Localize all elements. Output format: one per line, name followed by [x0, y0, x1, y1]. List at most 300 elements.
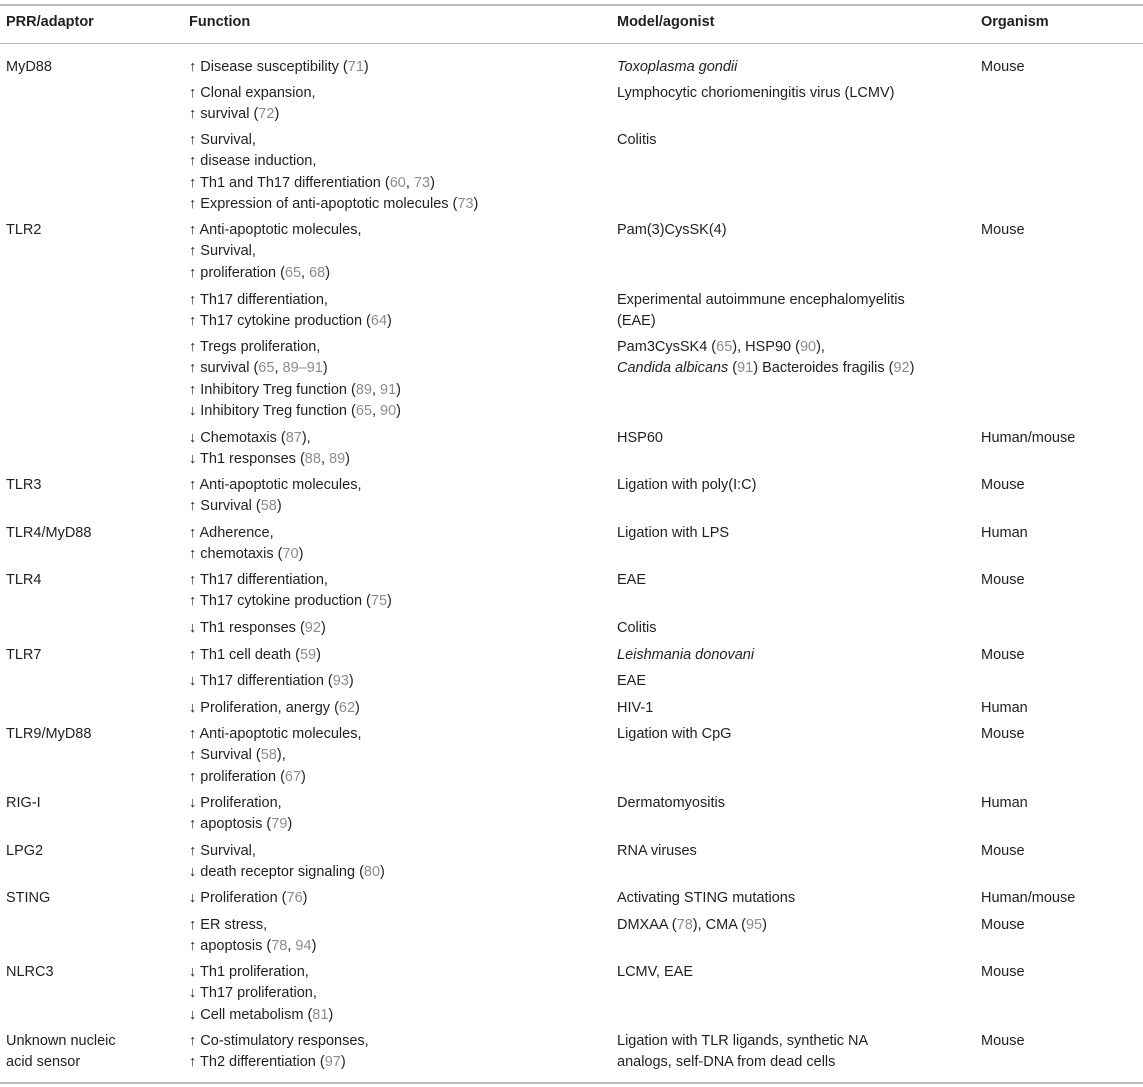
citation-ref: 90: [380, 403, 397, 420]
organism-cell: [981, 724, 1025, 745]
cell-text: ): [322, 360, 328, 377]
cell-line: [189, 130, 478, 151]
cell-text: ↑ Th17 differentiation,: [189, 572, 328, 588]
citation-ref: 71: [347, 59, 364, 75]
citation-ref: 81: [312, 1006, 329, 1023]
function-cell: [189, 698, 360, 719]
cell-line: Mouse: [981, 843, 1025, 859]
cell-line: [617, 130, 656, 151]
cell-text: Pam3CysSK4 (: [617, 339, 717, 355]
prr-adaptor-cell: [6, 570, 41, 591]
table-top-rule: [0, 4, 1143, 6]
citation-ref: 89: [329, 451, 346, 468]
cell-line: LPG2: [6, 843, 44, 859]
cell-line: [189, 814, 292, 835]
model-agonist-cell: [617, 523, 729, 544]
cell-line: Mouse: [981, 647, 1025, 663]
cell-text: Activating STING mutations: [617, 890, 796, 906]
cell-line: [189, 888, 308, 909]
cell-line: [189, 724, 361, 745]
cell-text: ,: [287, 938, 296, 955]
cell-text: ): [355, 700, 360, 716]
cell-line: MyD88: [6, 59, 52, 75]
cell-line: [617, 83, 894, 104]
citation-ref: 80: [363, 864, 381, 881]
cell-text: ): [325, 264, 331, 281]
prr-adaptor-cell: [6, 57, 52, 78]
citation-ref: 73: [457, 196, 474, 213]
italic-species-name: Candida albicans: [617, 360, 729, 377]
cell-line: [189, 1052, 369, 1073]
cell-text: ↑ Th1 cell death (: [189, 647, 300, 663]
organism-cell: [981, 645, 1025, 666]
organism-cell: [981, 475, 1025, 496]
cell-line: Mouse: [981, 964, 1025, 980]
cell-line: [617, 57, 737, 78]
cell-line: [617, 841, 697, 862]
cell-text: ↑ Survival,: [189, 243, 256, 260]
cell-text: Experimental autoimmune encephalomyelitis: [617, 292, 905, 308]
function-cell: [189, 570, 392, 613]
cell-line: [189, 380, 401, 401]
organism-cell: [981, 57, 1025, 78]
cell-text: ↑ Inhibitory Treg function (: [189, 381, 356, 398]
cell-line: [189, 220, 361, 241]
cell-text: ,: [301, 264, 310, 281]
cell-line: [189, 983, 333, 1004]
cell-line: RIG-I: [6, 795, 41, 811]
cell-text: ): [380, 864, 385, 881]
cell-line: [189, 671, 354, 692]
cell-text: ↑ Survival,: [189, 132, 256, 148]
cell-line: TLR4: [6, 572, 42, 588]
cell-line: [189, 475, 361, 496]
cell-line: [617, 523, 729, 544]
function-cell: [189, 475, 361, 518]
cell-text: ↑ Anti-apoptotic molecules,: [189, 477, 362, 493]
cell-line: [189, 151, 478, 172]
cell-line: [189, 767, 361, 788]
citation-ref: 76: [286, 890, 303, 906]
prr-adaptor-cell: [6, 724, 91, 745]
organism-cell: [981, 220, 1025, 241]
cell-text: ↑ Th1 and Th17 differentiation (: [189, 174, 390, 191]
model-agonist-cell: [617, 671, 646, 692]
cell-line: Mouse: [981, 726, 1025, 742]
citation-ref: 89: [355, 381, 372, 398]
cell-line: [189, 290, 392, 311]
cell-line: Unknown nucleic: [6, 1033, 116, 1049]
citation-ref: 97: [324, 1054, 341, 1071]
cell-line: Mouse: [981, 917, 1025, 933]
cell-text: analogs, self-DNA from dead cells: [617, 1054, 836, 1071]
cell-text: ↓ Cell metabolism (: [189, 1006, 313, 1023]
italic-species-name: Leishmania donovani: [617, 647, 755, 663]
citation-ref: 87: [285, 430, 302, 446]
cell-line: Mouse: [981, 222, 1025, 238]
cell-text: ): [396, 403, 402, 420]
model-agonist-cell: [617, 83, 894, 104]
organism-cell: [981, 915, 1025, 936]
cell-text: ): [274, 106, 280, 123]
cell-text: ) Bacteroides fragilis (: [753, 360, 894, 377]
cell-line: [617, 570, 646, 591]
cell-text: HSP60: [617, 430, 663, 446]
organism-cell: [981, 570, 1025, 591]
cell-line: [189, 962, 333, 983]
organism-cell: [981, 888, 1075, 909]
cell-line: Human/mouse: [981, 890, 1076, 906]
cell-text: ↑ Disease susceptibility (: [189, 59, 348, 75]
citation-ref: 60: [389, 174, 406, 191]
table-header-rule: [0, 43, 1143, 44]
model-agonist-cell: [617, 428, 663, 449]
header-function: Function: [189, 14, 251, 30]
function-cell: [189, 428, 350, 471]
cell-line: [617, 1052, 868, 1073]
citation-ref: 92: [893, 360, 910, 377]
function-cell: [189, 523, 303, 566]
cell-line: Human: [981, 700, 1028, 716]
citation-ref: 65: [258, 360, 275, 377]
cell-text: ↑ ER stress,: [189, 917, 268, 933]
cell-line: [617, 428, 663, 449]
citation-ref: 73: [413, 174, 431, 191]
cell-text: ↑ chemotaxis (: [189, 546, 283, 563]
citation-ref: 75: [370, 593, 388, 610]
cell-line: Mouse: [981, 59, 1025, 75]
cell-line: [617, 645, 754, 666]
cell-line: [189, 311, 392, 332]
cell-text: DMXAA (: [617, 917, 677, 933]
header-organism: Organism: [981, 14, 1049, 30]
cell-text: ↓ Proliferation,: [189, 795, 282, 811]
cell-text: ↑ Adherence,: [189, 525, 274, 541]
model-agonist-cell: [617, 130, 656, 151]
function-cell: [189, 888, 308, 909]
italic-species-name: Toxoplasma gondii: [617, 59, 738, 75]
cell-text: ),: [301, 430, 311, 446]
cell-text: ): [340, 1054, 346, 1071]
cell-line: [189, 570, 392, 591]
cell-text: HIV-1: [617, 700, 654, 716]
model-agonist-cell: [617, 888, 795, 909]
citation-ref: 72: [258, 106, 275, 123]
model-agonist-cell: [617, 962, 693, 983]
cell-text: ): [396, 381, 402, 398]
organism-cell: [981, 962, 1025, 983]
model-agonist-cell: [617, 724, 731, 745]
cell-text: ↑ Th17 cytokine production (: [189, 313, 371, 330]
prr-adaptor-cell: [6, 793, 41, 814]
citation-ref: 79: [271, 816, 288, 833]
function-cell: [189, 337, 401, 423]
cell-text: ): [387, 593, 392, 610]
function-cell: [189, 290, 392, 333]
cell-text: LCMV, EAE: [617, 964, 694, 980]
cell-text: EAE: [617, 673, 647, 689]
cell-text: ): [430, 174, 435, 191]
cell-text: Pam(3)CysSK(4): [617, 222, 727, 238]
cell-line: [189, 104, 316, 125]
citation-ref: 92: [304, 620, 321, 636]
model-agonist-cell: [617, 220, 727, 241]
function-cell: [189, 618, 326, 639]
cell-text: (: [728, 360, 738, 377]
cell-line: [617, 337, 914, 358]
cell-text: ): [473, 196, 479, 213]
cell-text: ): [387, 313, 392, 330]
organism-cell: [981, 793, 1028, 814]
cell-text: ): [276, 498, 282, 515]
model-agonist-cell: [617, 618, 656, 639]
cell-text: ): [909, 360, 915, 377]
table-bottom-rule: [0, 1082, 1143, 1084]
cell-line: [189, 745, 361, 766]
cell-text: ), HSP90 (: [732, 339, 800, 355]
function-cell: [189, 57, 369, 78]
prr-adaptor-cell: [6, 523, 91, 544]
citation-ref: 68: [309, 264, 326, 281]
cell-text: ),: [816, 339, 825, 355]
cell-text: RNA viruses: [617, 843, 697, 859]
function-cell: [189, 645, 321, 666]
citation-ref: 65: [284, 264, 302, 281]
cell-text: ↓ Proliferation, anergy (: [189, 700, 339, 716]
function-cell: [189, 671, 354, 692]
cell-text: ↑ Anti-apoptotic molecules,: [189, 222, 362, 238]
header-model-agonist: Model/agonist: [617, 14, 715, 30]
citation-ref: 67: [284, 768, 302, 785]
cell-line: [189, 496, 361, 517]
cell-line: [617, 671, 646, 692]
cell-text: ): [298, 546, 304, 563]
cell-text: ),: [276, 747, 286, 764]
cell-text: ↓ Th17 proliferation,: [189, 985, 317, 1002]
cell-text: ,: [371, 381, 381, 398]
function-cell: [189, 130, 478, 216]
cell-line: [189, 449, 350, 470]
citation-ref: 91: [380, 381, 397, 398]
cell-line: [617, 962, 693, 983]
cell-text: ): [348, 673, 354, 689]
cell-text: ↑ Anti-apoptotic molecules,: [189, 726, 362, 742]
function-cell: [189, 841, 385, 884]
cell-text: ↑ Survival (: [189, 498, 261, 515]
model-agonist-cell: [617, 793, 725, 814]
cell-line: acid sensor: [6, 1054, 81, 1071]
cell-line: [189, 618, 326, 639]
cell-line: NLRC3: [6, 964, 54, 980]
organism-cell: [981, 523, 1028, 544]
citation-ref: 95: [745, 917, 763, 933]
function-cell: [189, 915, 316, 958]
cell-text: ↑ Th2 differentiation (: [189, 1054, 325, 1071]
cell-line: [189, 698, 360, 719]
cell-text: (EAE): [617, 313, 656, 330]
cell-line: [189, 544, 303, 565]
cell-text: ,: [274, 360, 283, 377]
cell-text: ): [363, 59, 369, 75]
cell-text: ↓ Th1 proliferation,: [189, 964, 309, 980]
citation-ref: 78: [271, 938, 288, 955]
cell-text: ↑ Survival,: [189, 843, 256, 859]
cell-line: [189, 337, 401, 358]
citation-ref: 62: [338, 700, 356, 716]
function-cell: [189, 962, 333, 1026]
model-agonist-cell: [617, 475, 756, 496]
cell-line: [189, 1031, 369, 1052]
model-agonist-cell: [617, 337, 914, 380]
cell-line: [189, 263, 361, 284]
citation-ref: 89–91: [282, 360, 323, 377]
prr-adaptor-cell: [6, 475, 41, 496]
cell-text: ): [311, 938, 317, 955]
cell-text: ↑ Co-stimulatory responses,: [189, 1033, 369, 1049]
cell-text: ↑ Survival (: [189, 747, 261, 764]
cell-text: ↓ Chemotaxis (: [189, 430, 286, 446]
cell-text: Colitis: [617, 620, 657, 636]
cell-text: ↑ proliferation (: [189, 768, 285, 785]
cell-line: TLR2: [6, 222, 42, 238]
cell-line: [617, 618, 656, 639]
cell-line: [189, 401, 401, 422]
cell-text: ↑ Clonal expansion,: [189, 85, 316, 101]
citation-ref: 58: [260, 498, 277, 515]
cell-text: ↓ death receptor signaling (: [189, 864, 364, 881]
cell-text: EAE: [617, 572, 647, 588]
cell-line: TLR4/MyD88: [6, 525, 92, 541]
cell-text: ↑ Tregs proliferation,: [189, 339, 321, 355]
cell-text: ): [320, 620, 326, 636]
cell-line: [617, 793, 725, 814]
cell-text: ): [762, 917, 767, 933]
cell-line: [189, 83, 316, 104]
citation-ref: 59: [299, 647, 317, 663]
cell-line: Human: [981, 795, 1028, 811]
header-prr-adaptor: PRR/adaptor: [6, 14, 94, 30]
cell-line: [617, 290, 905, 311]
cell-line: [617, 888, 795, 909]
cell-text: ↓ Proliferation (: [189, 890, 287, 906]
function-cell: [189, 1031, 369, 1074]
cell-line: Human: [981, 525, 1028, 541]
cell-line: [617, 915, 767, 936]
cell-line: [189, 57, 369, 78]
citation-ref: 88: [304, 451, 321, 468]
cell-text: ↑ disease induction,: [189, 153, 317, 170]
cell-text: ↑ Th17 differentiation,: [189, 292, 328, 308]
model-agonist-cell: [617, 57, 737, 78]
cell-text: ↑ survival (: [189, 360, 259, 377]
model-agonist-cell: [617, 645, 754, 666]
prr-adaptor-cell: [6, 888, 50, 909]
cell-text: ↓ Inhibitory Treg function (: [189, 403, 356, 420]
citation-ref: 93: [332, 673, 349, 689]
cell-text: Dermatomyositis: [617, 795, 725, 811]
citation-ref: 58: [260, 747, 277, 764]
citation-ref: 70: [282, 546, 299, 563]
citation-ref: 65: [355, 403, 372, 420]
cell-text: ↓ Th1 responses (: [189, 620, 305, 636]
cell-text: ), CMA (: [692, 917, 746, 933]
cell-text: ↓ Th17 differentiation (: [189, 673, 333, 689]
function-cell: [189, 724, 361, 788]
cell-line: [617, 698, 653, 719]
organism-cell: [981, 698, 1028, 719]
cell-text: ): [302, 890, 308, 906]
cell-line: [617, 311, 905, 332]
cell-text: ↓ Th1 responses (: [189, 451, 305, 468]
model-agonist-cell: [617, 915, 767, 936]
cell-text: ,: [405, 174, 414, 191]
prr-adaptor-cell: [6, 841, 43, 862]
citation-ref: 91: [737, 360, 754, 377]
cell-line: [189, 241, 361, 262]
cell-line: [189, 173, 478, 194]
cell-text: ↑ Th17 cytokine production (: [189, 593, 371, 610]
citation-ref: 64: [370, 313, 388, 330]
function-cell: [189, 83, 316, 126]
organism-cell: [981, 1031, 1025, 1052]
organism-cell: [981, 841, 1025, 862]
cell-line: [617, 475, 756, 496]
cell-line: [617, 724, 731, 745]
cell-line: [189, 1005, 333, 1026]
cell-text: ): [328, 1006, 334, 1023]
cell-line: Mouse: [981, 572, 1025, 588]
prr-adaptor-cell: [6, 645, 41, 666]
cell-text: Lymphocytic choriomeningitis virus (LCMV): [617, 85, 895, 101]
cell-line: [189, 194, 478, 215]
model-agonist-cell: [617, 570, 646, 591]
cell-line: [189, 428, 350, 449]
citation-ref: 94: [295, 938, 312, 955]
cell-line: TLR3: [6, 477, 42, 493]
cell-line: [189, 793, 292, 814]
cell-line: [189, 936, 316, 957]
cell-text: Ligation with LPS: [617, 525, 730, 541]
cell-line: Mouse: [981, 477, 1025, 493]
cell-text: ): [301, 768, 306, 785]
citation-ref: 90: [799, 339, 817, 355]
citation-ref: 65: [716, 339, 733, 355]
model-agonist-cell: [617, 290, 905, 333]
model-agonist-cell: [617, 1031, 868, 1074]
cell-line: [189, 841, 385, 862]
cell-text: Ligation with TLR ligands, synthetic NA: [617, 1033, 869, 1049]
cell-text: ): [345, 451, 350, 468]
cell-text: ↑ apoptosis (: [189, 938, 272, 955]
cell-text: ): [316, 647, 321, 663]
model-agonist-cell: [617, 698, 653, 719]
citation-ref: 78: [676, 917, 693, 933]
function-cell: [189, 793, 292, 836]
cell-line: [189, 915, 316, 936]
prr-adaptor-cell: [6, 962, 54, 983]
cell-text: Ligation with CpG: [617, 726, 732, 742]
cell-text: ,: [371, 403, 381, 420]
cell-text: ↑ survival (: [189, 106, 259, 123]
prr-adaptor-cell: [6, 220, 41, 241]
organism-cell: [981, 428, 1075, 449]
cell-line: [617, 1031, 868, 1052]
cell-line: Human/mouse: [981, 430, 1076, 446]
cell-text: ,: [320, 451, 329, 468]
prr-adaptor-cell: [6, 1031, 116, 1074]
cell-line: [189, 862, 385, 883]
cell-line: TLR7: [6, 647, 42, 663]
